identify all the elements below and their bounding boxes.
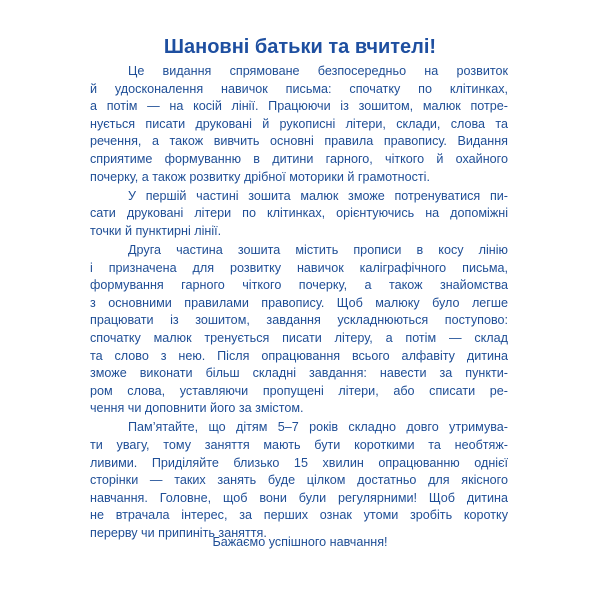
text-line: чення чи доповнити його за змістом. <box>90 401 304 416</box>
text-line: працювати із зошитом, завдання ускладнюються поступово: <box>90 313 508 328</box>
text-line: речення, а також вивчить основні правила правопису. Видання <box>90 134 508 149</box>
paragraph-1 <box>90 63 508 186</box>
paragraph-3 <box>90 242 508 418</box>
text-line: і призначена для розвитку навичок каліграфічного письма, <box>90 260 508 275</box>
text-line: не втрачала інтерес, за перших ознак утоми зробіть коротку <box>90 508 508 523</box>
text-line: зможе виконати більш складні завдання: навести за пункти- <box>90 366 508 381</box>
text-line: перерву чи припиніть заняття. <box>90 525 267 540</box>
text-line: ром слова, уставляючи пропущені літери, або списати ре- <box>90 383 508 398</box>
text-line: й удосконалення навичок письма: спочатку по клітинках, <box>90 81 508 96</box>
text-line: ливими. Приділяйте близько 15 хвилин опрацюванню однієї <box>90 455 508 470</box>
paragraph-4 <box>90 419 508 542</box>
text-line: спочатку малюк тренується писати літеру, а потім — склад <box>90 330 508 345</box>
text-line: У першій частині зошита малюк зможе потренуватися пи- <box>128 188 508 203</box>
text-line: а потім — на косій лінії. Працюючи із зошитом, малюк потре- <box>90 99 508 114</box>
text-line: навчання. Головне, щоб вони були регулярними! Щоб дитина <box>90 490 508 505</box>
paragraph-2 <box>90 188 508 241</box>
text-line: почерку, а також розвитку дрібної моторики й грамотності. <box>90 169 430 184</box>
text-line: сприятиме формуванню в дитини гарного, чіткого й охайного <box>90 151 508 166</box>
page-title: Шановні батьки та вчителі! <box>163 36 437 58</box>
text-line: та слово з нею. Після опрацювання всього алфавіту дитина <box>90 348 508 363</box>
text-line: з основними правилами правопису. Щоб малюку було легше <box>90 295 508 310</box>
text-line: Пам’ятайте, що дітям 5–7 років складно довго утримува- <box>128 420 508 435</box>
text-line: нується писати друковані й рукописні літери, склади, слова та <box>90 116 508 131</box>
text-line: ти увагу, тому заняття мають бути короткими та необтяж- <box>90 437 508 452</box>
text-line: Друга частина зошита містить прописи в косу лінію <box>128 242 508 257</box>
text-line: сторінки — таких занять буде цілком достатньо для якісного <box>90 473 508 488</box>
text-line: Це видання спрямоване безпосередньо на розвиток <box>128 64 508 78</box>
text-line: формування гарного чіткого почерку, а також знайомства <box>90 278 508 293</box>
closing-line: Бажаємо успішного навчання! <box>212 535 388 549</box>
body-text <box>90 63 508 544</box>
text-line: точки й пунктирні лінії. <box>90 223 222 238</box>
text-line: сати друковані літери по клітинках, орієнтуючись на допоміжні <box>90 206 508 221</box>
